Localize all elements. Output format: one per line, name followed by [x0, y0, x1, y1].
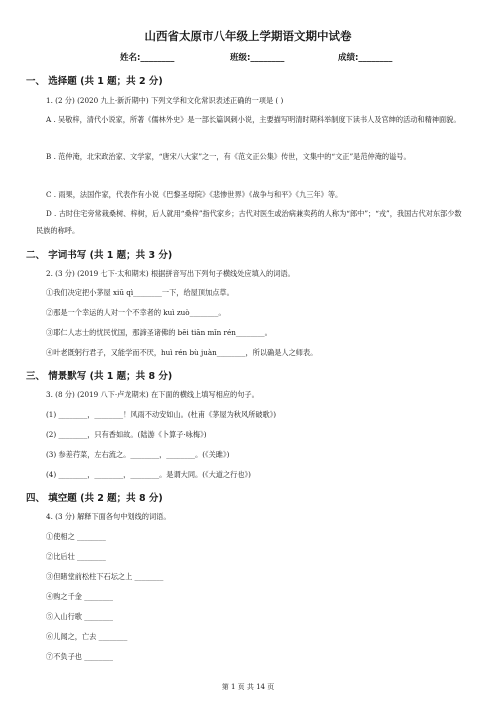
question-3-item-1: (1) ________，________！风雨不动安如山。(杜甫《茅屋为秋风所破歌》) [46, 410, 277, 419]
question-4-item-1: ①使相之 ________ [46, 532, 106, 541]
question-3-item-2: (2) ________，只有香如故。(陆游《卜算子·咏梅》) [46, 430, 207, 439]
question-4-item-6: ⑥儿闻之，亡去 ________ [46, 632, 128, 641]
page-footer: 第 1 页 共 14 页 [221, 683, 275, 691]
question-3-item-3: (3) 参差荇菜，左右流之。________，________。(《关雎》) [46, 450, 230, 459]
score-field-label: 成绩:________ [338, 53, 393, 63]
question-4-item-7: ⑦不负子也 ________ [46, 652, 113, 661]
question-2-stem: 2. (3 分) (2019 七下·太和期末) 根据拼音写出下列句子横线处应填入的词语。 [46, 269, 295, 278]
question-4-item-5: ⑤入山行歌 ________ [46, 612, 113, 621]
section-heading-3: 三、 情景默写 (共 1 题；共 8 分) [26, 371, 173, 382]
question-4-item-4: ④购之千金 ________ [46, 592, 113, 601]
question-4-item-2: ②比后壮 ________ [46, 552, 106, 561]
question-3-stem: 3. (8 分) (2019 八下·卢龙期末) 在下面的横线上填写相应的句子。 [46, 390, 259, 399]
section-heading-4: 四、 填空题 (共 2 题；共 8 分) [26, 493, 163, 504]
name-field-label: 姓名:________ [120, 53, 175, 63]
page-title: 山西省太原市八年级上学期语文期中试卷 [144, 29, 352, 43]
question-1-option-d: D . 古时住宅旁常栽桑树、梓树，后人就用“桑梓”指代家乡；古代对医生或治病兼卖药的人称为“郎中”；“戎”，我国古代对东部少数民族的称呼。 [36, 209, 462, 235]
question-2-line-1: ①我们决定把小茅屋 xiū qì________一下，给屋顶加点草。 [46, 288, 234, 297]
question-1-option-c: C . 雨果，法国作家，代表作有小说《巴黎圣母院》《悲惨世界》《战争与和平》《九三年》等。 [46, 190, 343, 199]
section-heading-1: 一、 选择题 (共 1 题；共 2 分) [26, 76, 163, 87]
question-2-line-3: ③耶仁人志士的忧民忧国，那諦圣诸佛的 bēi tiān mǐn rén________。 [46, 328, 272, 337]
question-2-line-2: ②那是一个幸运的人对一个不幸者的 kuì zuò________。 [46, 308, 226, 317]
section-heading-2: 二、 字词书写 (共 1 题；共 3 分) [26, 250, 173, 261]
question-2-line-4: ④叶老既躬行君子，又能学而不厌，huì rén bù juàn________，所以确是人之师表。 [46, 348, 318, 357]
question-1-option-a: A . 吴敬梓，清代小说家，所著《儒林外史》是一部长篇讽刺小说，主要描写明清时期科举制度下读书人及官绅的活动和精神面貌。 [46, 115, 461, 124]
class-field-label: 班级:________ [230, 53, 285, 63]
question-4-stem: 4. (3 分) 解释下面各句中划线的词语。 [46, 512, 171, 521]
question-4-item-3: ③但睹堂前松柱下石坛之上 ________ [46, 572, 164, 581]
question-1-option-b: B . 范仲淹，北宋政治家、文学家，“唐宋八大家”之一，有《范文正公集》传世，文集中的“文正”是范仲淹的谥号。 [46, 152, 411, 161]
question-3-item-4: (4) ________，________，________。是谓大同。(《大道之行也》) [46, 470, 251, 479]
question-1-stem: 1. (2 分) (2020 九上·新沂期中) 下列文学和文化常识表述正确的一项是 ( ) [46, 96, 284, 105]
